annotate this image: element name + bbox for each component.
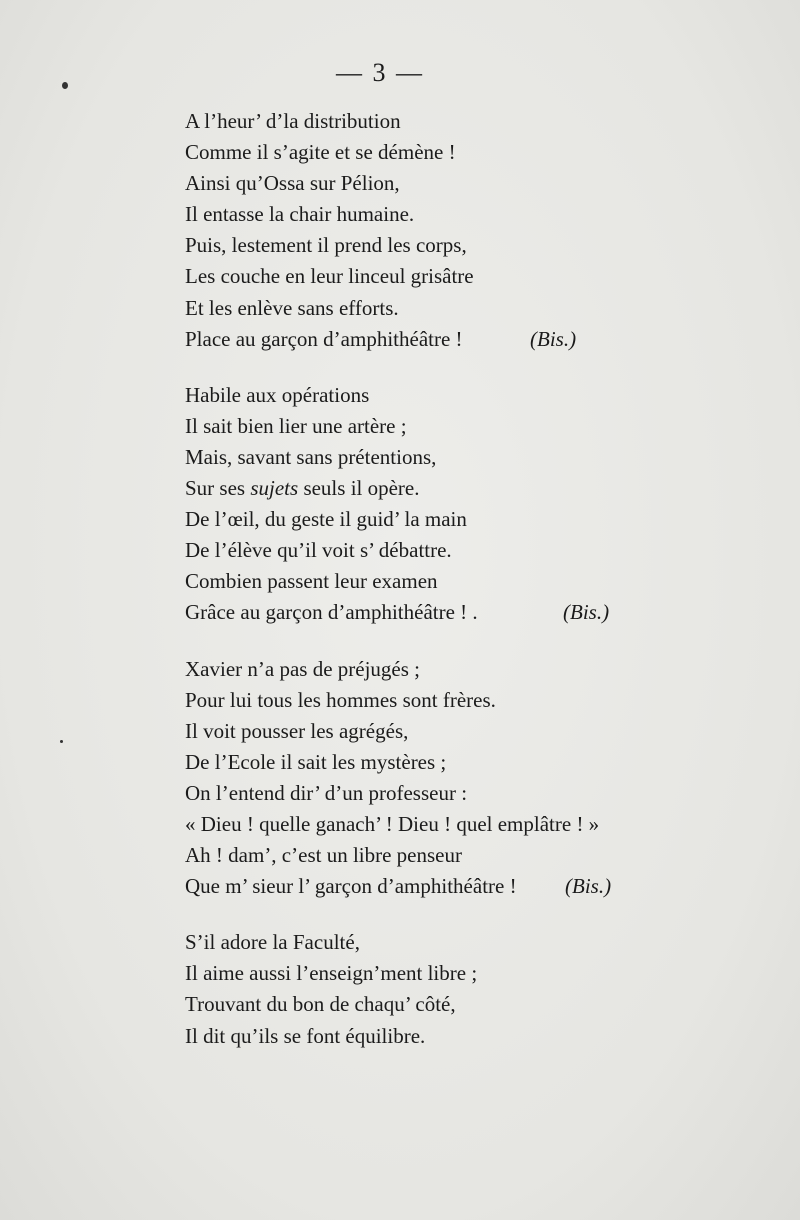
verse-line: Ainsi qu’Ossa sur Pélion, [185, 171, 400, 196]
ink-speck [60, 740, 63, 743]
verse-line: Il voit pousser les agrégés, [185, 718, 409, 743]
verse-text: Que m’ sieur l’ garçon d’amphithéâtre ! [185, 874, 517, 899]
verse-line-refrain [185, 871, 655, 902]
verse-text: seuls il opère. [298, 476, 420, 501]
verse-line: Puis, lestement il prend les corps, [185, 233, 467, 258]
verse-text: Grâce au garçon d’amphithéâtre ! . [185, 600, 478, 625]
bis-marker: (Bis.) [530, 326, 577, 351]
verse-line: Les couche en leur linceul grisâtre [185, 264, 474, 289]
verse-line: De l’œil, du geste il guid’ la main [185, 507, 467, 532]
verse-line: Il aime aussi l’enseign’ment libre ; [185, 961, 478, 986]
verse-line: Habile aux opérations [185, 382, 370, 407]
verse-line: Combien passent leur examen [185, 569, 438, 594]
page-number: — 3 — [336, 58, 424, 87]
poem [185, 106, 655, 1077]
verse-line: De l’Ecole il sait les mystères ; [185, 749, 447, 774]
verse-line: De l’élève qu’il voit s’ débattre. [185, 538, 452, 563]
verse-line: Pour lui tous les hommes sont frères. [185, 687, 496, 712]
verse-line-refrain [185, 597, 655, 628]
bis-marker: (Bis.) [565, 874, 612, 899]
verse-line: Il entasse la chair humaine. [185, 202, 415, 227]
verse-line: Trouvant du bon de chaqu’ côté, [185, 992, 456, 1017]
verse-line: Ah ! dam’, c’est un libre penseur [185, 843, 462, 868]
verse-text: Sur ses [185, 476, 251, 501]
bis-marker: (Bis.) [563, 600, 610, 625]
verse-line: Comme il s’agite et se démène ! [185, 140, 456, 165]
stanza-1 [185, 106, 655, 355]
stanza-3 [185, 654, 655, 903]
verse-line: On l’entend dir’ d’un professeur : [185, 780, 468, 805]
verse-line: A l’heur’ d’la distribution [185, 109, 401, 133]
verse-line: Il sait bien lier une artère ; [185, 413, 407, 438]
verse-line: « Dieu ! quelle ganach’ ! Dieu ! quel emplâtre ! » [185, 811, 600, 836]
verse-line: S’il adore la Faculté, [185, 930, 360, 955]
verse-line [185, 473, 655, 504]
stanza-4 [185, 927, 655, 1051]
verse-line: Xavier n’a pas de préjugés ; [185, 656, 420, 681]
verse-line: Mais, savant sans prétentions, [185, 444, 437, 469]
verse-line: Et les enlève sans efforts. [185, 295, 399, 320]
verse-line: Il dit qu’ils se font équilibre. [185, 1023, 426, 1048]
italic-word: sujets [250, 476, 299, 501]
stanza-2 [185, 380, 655, 629]
verse-line-refrain [185, 324, 655, 355]
verse-text: Place au garçon d’amphithéâtre ! [185, 326, 463, 351]
